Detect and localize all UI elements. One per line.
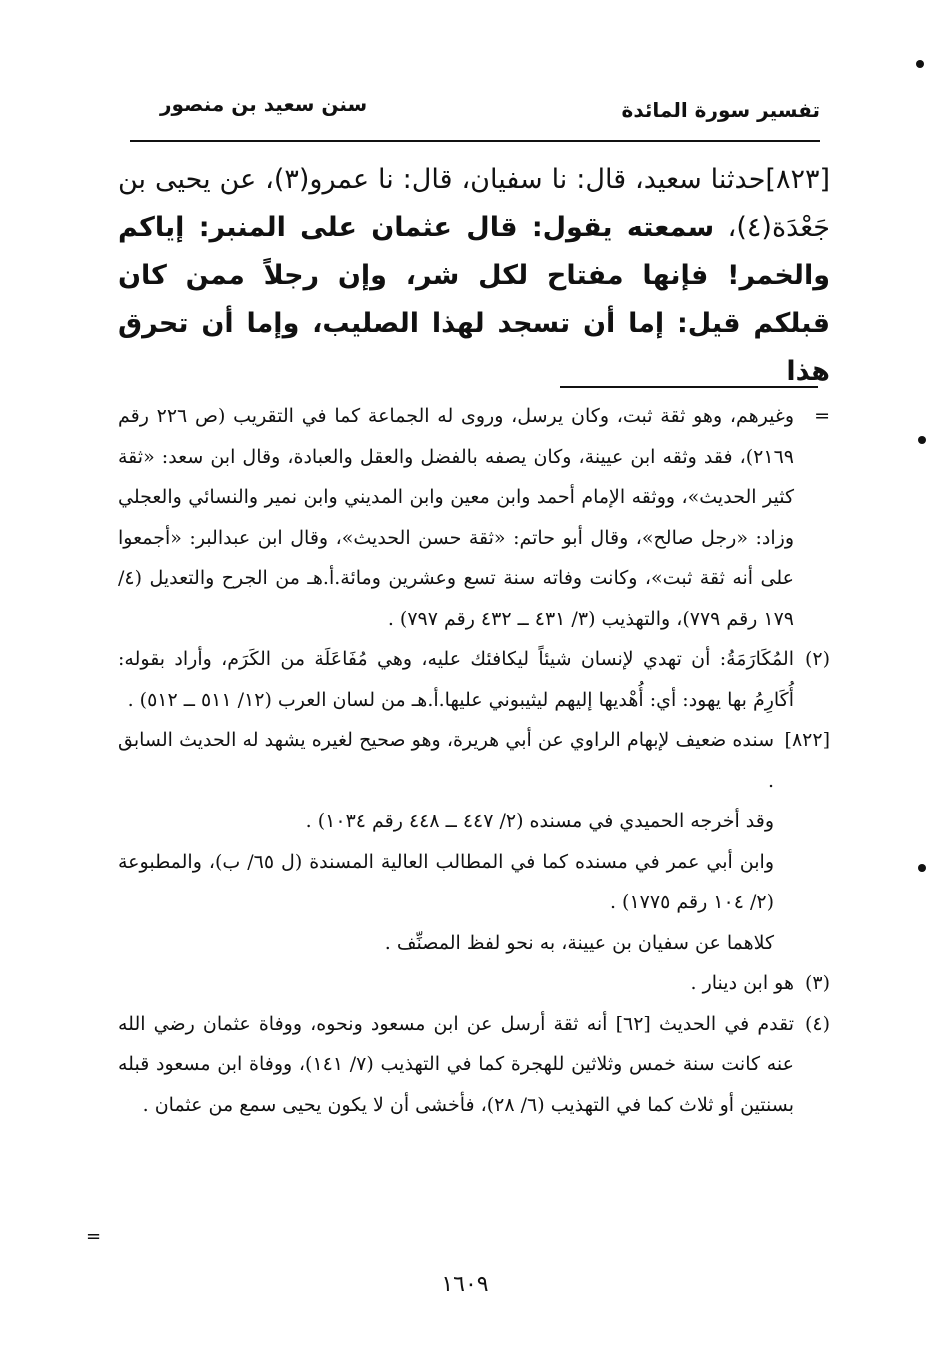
footnote-822-sub-2 [118,842,830,923]
footnote-text: هو ابن دينار . [690,972,794,994]
hadith-text [118,156,830,396]
footnote-822-sub-1 [118,801,830,842]
hadith-matn: سمعته يقول: قال عثمان على المنبر: إياكم والخمر! فإنها مفتاح لكل شر، وإن رجلاً ممن كان قبلكم قيل: إما أن تسجد لهذا الصليب، وإما أن تحرق هذا [118,212,830,387]
footnote-continued [118,396,830,639]
hadith-chain: حدثنا سعيد، قال: نا سفيان، قال: نا عمرو(٣)، عن يحيى بن جَعْدَة(٤)، [118,164,830,243]
footnote-mark: (٢) [804,648,830,670]
footnote-text: المُكَارَمَةُ: أن تهدي لإنسان شيئاً ليكافئك عليه، وهي مُفَاعَلَة من الكَرَم، وأراد بقوله: أُكَارِمُ بها يهود: أي: أُهْديها إليهم ليثيبوني عليها.أ.هـ من لسان العرب (١٢/ ٥١١ ــ ٥١٢) . [118,648,794,711]
footnote-text: وابن أبي عمر في مسنده كما في المطالب العالية المسندة (ل ٦٥/ ب)، والمطبوعة (٢/ ١٠٤ رقم ١٧٧٥) . [118,850,774,913]
footnote-822-sub-3 [118,923,830,964]
footnote-text: كلاهما عن سفيان بن عيينة، به نحو لفظ المصنِّف . [384,931,774,954]
footnote-divider [560,386,818,388]
footnote-822 [118,720,830,801]
scan-speck [916,60,924,68]
footnote-3 [118,963,830,1004]
footnote-mark: (٤) [804,1012,830,1035]
page-number: ١٦٠٩ [441,1272,489,1297]
footnote-mark: = [814,405,830,427]
running-header [130,92,820,132]
header-book-title: سنن سعيد بن منصور [160,92,368,116]
footnote-2 [118,639,830,720]
footnote-text: وغيرهم، وهو ثقة ثبت، وكان يرسل، وروى له الجماعة كما في التقريب (ص ٢٢٦ رقم ٢١٦٩)، فقد وثقه ابن عيينة، وكان يصفه بالفضل والعقل والعبادة، وقال ابن سعد: «ثقة كثير الحديث»، ووثقه الإمام أحمد وابن معين وابن المديني وابن نمير والنسائي والعجلي وزاد: «رجل صالح»، وقال أبو حاتم: «ثقة حسن الحديث»، وقال ابن عبدالبر: «أجمعوا على أنه ثقة ثبت»، وكانت وفاته سنة تسع وعشرين ومائة.أ.هـ من الجرح والتعديل (٤/ ١٧٩ رقم ٧٧٩)، والتهذيب (٣/ ٤٣١ ــ ٤٣٢ رقم ٧٩٧) . [118,405,794,630]
scan-speck [918,436,926,444]
footnote-text: وقد أخرجه الحميدي في مسنده (٢/ ٤٤٧ ــ ٤٤٨ رقم ١٠٣٤) . [305,810,774,832]
footnotes [118,396,830,1125]
scan-speck [918,864,926,872]
footnote-mark: [٨٢٢] [784,729,830,751]
header-divider [130,140,820,142]
hadith-number: [٨٢٣] [765,164,831,195]
footnote-text: سنده ضعيف لإبهام الراوي عن أبي هريرة، وهو صحيح لغيره يشهد له الحديث السابق . [118,729,774,792]
footnote-4 [118,1004,830,1126]
footnote-mark: (٣) [804,972,830,994]
continuation-mark: = [86,1226,102,1247]
footnote-text: تقدم في الحديث [٦٢] أنه ثقة أرسل عن ابن مسعود ونحوه، ووفاة عثمان رضي الله عنه كانت سنة خمس وثلاثين للهجرة كما في التهذيب (٧/ ١٤١)، ووفاة ابن مسعود قبله بسنتين أو ثلاث كما في التهذيب (٦/ ٢٨)، فأخشى أن لا يكون يحيى سمع من عثمان . [118,1012,794,1116]
header-surah-title: تفسير سورة المائدة [621,98,820,122]
